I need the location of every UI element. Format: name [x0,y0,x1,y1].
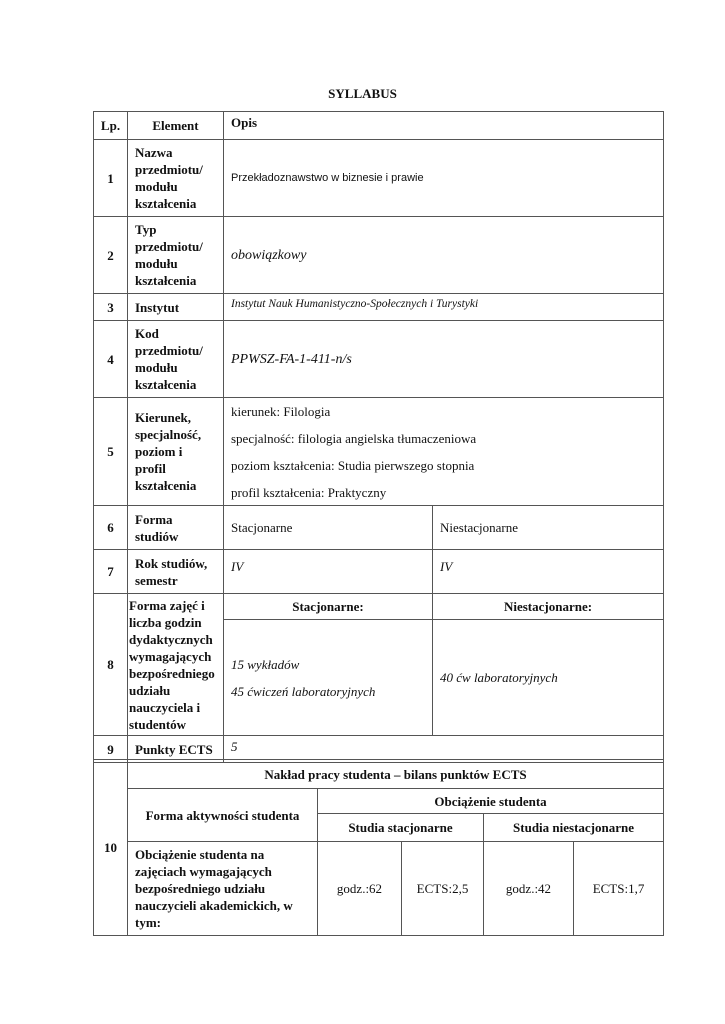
lectures-line: 15 wykładów [231,656,300,672]
row-course-code [94,321,664,398]
workload-title-row [94,760,664,789]
stac-header: Studia stacjonarne [318,814,484,842]
workload-row [94,842,664,936]
header-opis: Opis [224,112,664,140]
field-value [224,398,664,506]
row-lp: 1 [94,140,128,217]
classes-niestac: 40 ćw laboratoryjnych [433,620,664,736]
row-classes-header [94,594,664,620]
row-label: Kod przedmiotu/ modułu kształcenia [128,321,224,398]
row-course-type [94,217,664,294]
workload-table [93,759,664,936]
course-code-value: PPWSZ-FA-1-411-n/s [224,321,664,398]
row-label: Kierunek, specjalność, poziom i profil kształcenia [128,398,224,506]
stac-ects: ECTS:2,5 [402,842,484,936]
row-institute [94,294,664,321]
row-lp: 9 [94,736,128,763]
row-label: Instytut [128,294,224,321]
student-load-header: Obciążenie studenta [318,789,664,814]
stac-hours: godz.:62 [318,842,402,936]
year-stac: IV [224,550,433,594]
row-lp: 5 [94,398,128,506]
labs-line: 45 ćwiczeń laboratoryjnych [231,683,376,699]
year-niestac: IV [433,550,664,594]
activity-form-header: Forma aktywności studenta [128,789,318,842]
classes-stac-header: Stacjonarne: [224,594,433,620]
field-line: kierunek: Filologia [231,404,331,419]
row-year [94,550,664,594]
row-course-name [94,140,664,217]
row-lp: 3 [94,294,128,321]
niestac-hours: godz.:42 [484,842,574,936]
row-lp: 7 [94,550,128,594]
niestac-ects: ECTS:1,7 [574,842,664,936]
workload-row-label: Obciążenie studenta na zajęciach wymagających bezpośredniego udziału nauczycieli akademickich, w tym: [128,842,318,936]
course-name-value: Przekładoznawstwo w biznesie i prawie [224,140,664,217]
classes-niestac-header: Niestacjonarne: [433,594,664,620]
classes-stac [224,620,433,736]
row-lp: 10 [94,760,128,936]
study-form-stac: Stacjonarne [224,506,433,550]
row-label: Punkty ECTS [128,736,224,763]
row-label: Forma studiów [128,506,224,550]
workload-header-row [94,789,664,814]
row-label: Rok studiów, semestr [128,550,224,594]
niestac-header: Studia niestacjonarne [484,814,664,842]
row-lp: 2 [94,217,128,294]
row-lp: 8 [94,594,128,736]
row-study-form [94,506,664,550]
institute-value: Instytut Nauk Humanistyczno-Społecznych i Turystyki [224,294,664,321]
header-element: Element [128,112,224,140]
row-label: Nazwa przedmiotu/ modułu kształcenia [128,140,224,217]
header-lp: Lp. [94,112,128,140]
workload-title: Nakład pracy studenta – bilans punktów ECTS [128,760,664,789]
document-title: SYLLABUS [328,86,397,101]
row-label: Typ przedmiotu/ modułu kształcenia [128,217,224,294]
profile-line: profil kształcenia: Praktyczny [231,485,387,500]
level-line: poziom kształcenia: Studia pierwszego stopnia [231,458,475,473]
specialty-line: specjalność: filologia angielska tłumaczeniowa [231,431,477,446]
ects-value: 5 [224,736,664,763]
row-lp: 6 [94,506,128,550]
study-form-niestac: Niestacjonarne [433,506,664,550]
course-type-value: obowiązkowy [224,217,664,294]
row-lp: 4 [94,321,128,398]
row-field [94,398,664,506]
header-row [94,112,664,140]
syllabus-table [93,111,664,763]
row-label: Forma zajęć i liczba godzin dydaktycznych wymagających bezpośredniego udziału nauczyciela i studentów [128,594,224,736]
